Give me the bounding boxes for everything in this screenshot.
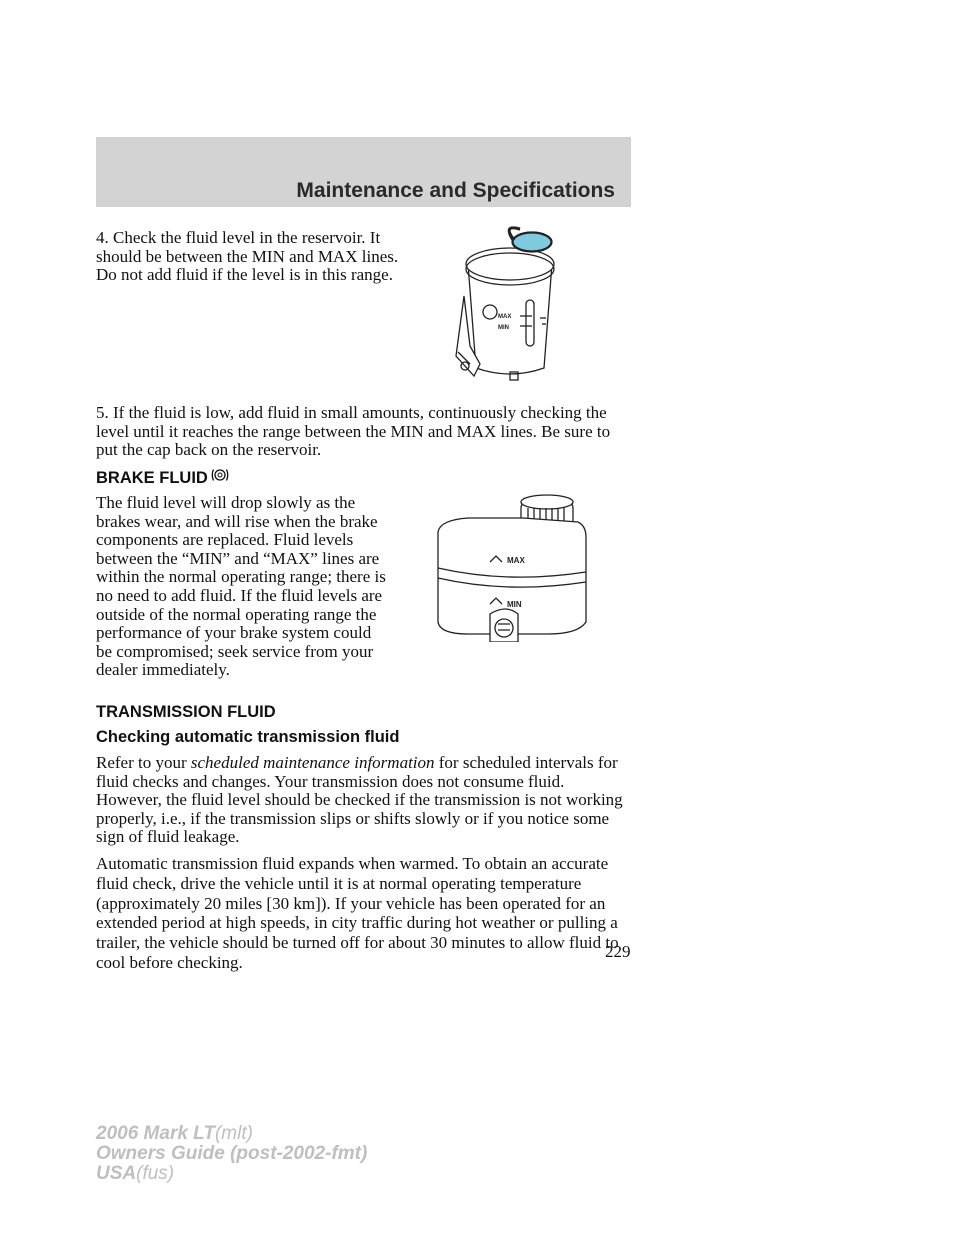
fig1-max-label: MAX [498,314,512,320]
brake-fluid-heading-text: BRAKE FLUID [96,469,208,487]
brake-fluid-heading [96,466,230,488]
footer-region: USA [96,1163,137,1184]
section-header-band [96,137,631,207]
document-footer [96,1124,367,1184]
footer-region-code: (fus) [136,1163,175,1184]
transmission-fluid-heading: TRANSMISSION FLUID [96,703,276,721]
brake-fluid-text: The fluid level will drop slowly as the brakes wear, and will rise when the brake components are replaced. Fluid levels between the “MIN” and “MAX” lines are within the normal operating range; there is no need to add fluid. If the fluid levels are outside of the normal operating range the performance of your brake system could be compromised; seek service from your dealer immediately. [96,493,386,680]
footer-model: 2006 Mark LT [96,1123,215,1144]
transmission-body [96,754,631,980]
page-number: 229 [605,942,631,961]
section-title: Maintenance and Specifications [296,179,615,202]
brake-warning-icon [210,466,230,484]
brake-reservoir-illustration [428,492,593,642]
step-5-text: 5. If the fluid is low, add fluid in small amounts, continuously checking the level until it reaches the range between the MIN and MAX lines. Be sure to put the cap back on the reservoir. [96,403,611,460]
p1-rest: for scheduled intervals for fluid checks and changes. Your transmission does not consume fluid. However, the fluid level should be checked if the transmission is not working properly, i.e., if the transmission slips or shifts slowly or if you notice some sign of fluid leakage. [96,753,623,847]
fig1-min-label: MIN [498,325,509,331]
footer-model-code: (mlt) [214,1123,253,1144]
step-4-text: 4. Check the fluid level in the reservoir. It should be between the MIN and MAX lines. Do not add fluid if the level is in this range. [96,228,399,285]
scheduled-maintenance-reference: scheduled maintenance information [190,753,435,772]
fluid-reservoir-illustration [450,226,570,386]
footer-guide: Owners Guide (post-2002-fmt) [96,1143,368,1164]
fig2-max-label: MAX [507,556,525,565]
transmission-paragraph-2: Automatic transmission fluid expands when warmed. To obtain an accurate fluid check, drive the vehicle until it is at normal operating temperature (approximately 20 miles [30 km]). If your vehicle has been operated for an extended period at high speeds, in city traffic during hot weather or pulling a trailer, the vehicle should be turned off for about 30 minutes to allow fluid to cool before checking. [96,853,619,972]
p1-prefix: Refer to your [96,753,191,772]
transmission-subheading: Checking automatic transmission fluid [96,728,400,746]
fig2-min-label: MIN [507,600,522,609]
transmission-paragraph-1 [96,754,631,847]
